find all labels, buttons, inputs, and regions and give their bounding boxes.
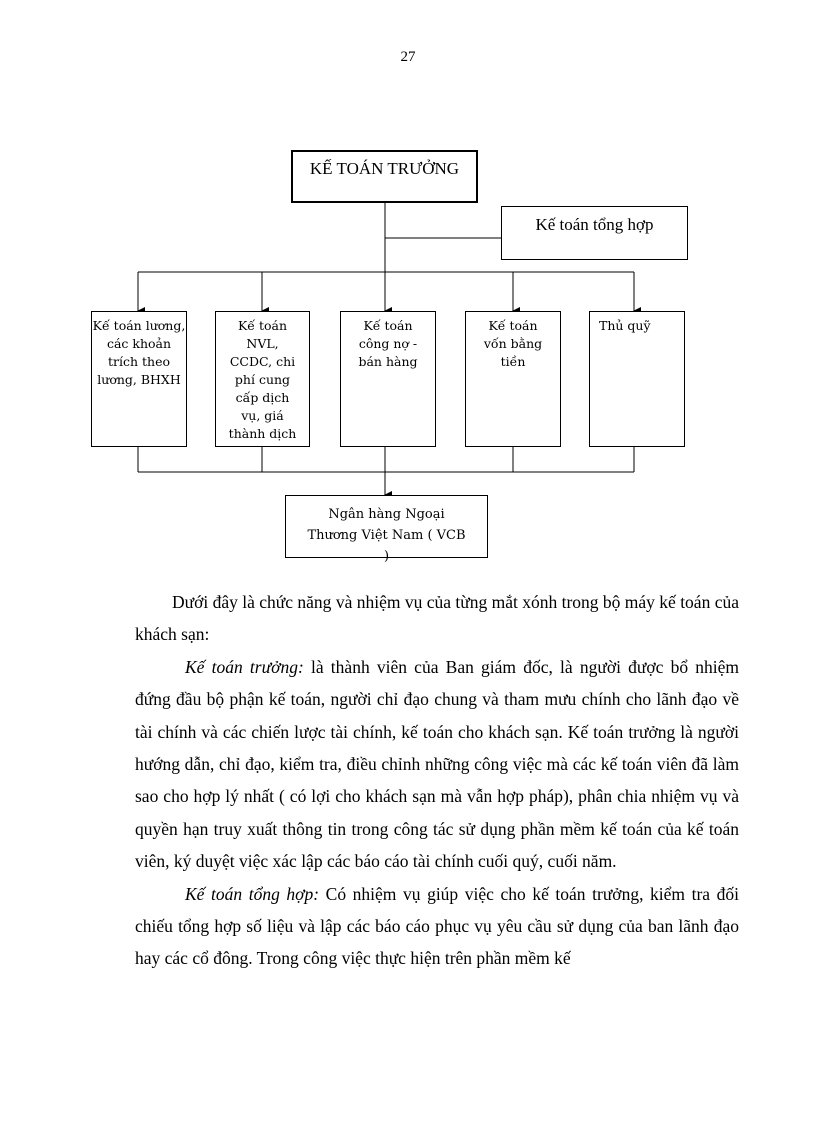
- body-text: [135, 586, 739, 975]
- intro-paragraph: Dưới đây là chức năng và nhiệm vụ của từng mắt xónh trong bộ máy kế toán của khách sạn:: [135, 592, 739, 645]
- chief-accountant-term: Kế toán trưởng:: [185, 656, 304, 677]
- receivables-sales-accountant-box: [340, 311, 436, 447]
- payroll-accountant-box: Kế toán lương, các khoản trích theo lương, BHXH: [91, 311, 187, 447]
- cash-accountant-box: [465, 311, 561, 447]
- general-accountant-term: Kế toán tổng hợp:: [185, 883, 320, 904]
- chief-accountant-description: là thành viên của Ban giám đốc, là người được bổ nhiệm đứng đầu bộ phận kế toán, người chỉ đạo chung và tham mưu chính cho lãnh đạo về tài chính và các chiến lược tài chính, kế toán cho khách sạn. Kế toán trưởng là người hướng dẫn, chỉ đạo, kiểm tra, điều chỉnh những công việc mà các kế toán viên đã làm sao cho hợp lý nhất ( có lợi cho khách sạn mà vẫn hợp pháp), phân chia nhiệm vụ và quyền hạn truy xuất thông tin trong công tác sử dụng phần mềm kế toán của kế toán viên, ký duyệt việc xác lập các báo cáo tài chính cuối quý, cuối năm.: [135, 656, 739, 872]
- general-accountant-box: Kế toán tổng hợp: [501, 206, 688, 260]
- materials-cost-accountant-label: Kế toán NVL, CCDC, chi phí cung cấp dịch vụ, giá thành dịch: [228, 318, 297, 441]
- receivables-sales-accountant-label: Kế toán công nợ - bán hàng: [358, 318, 418, 369]
- cash-accountant-label: Kế toán vốn bằng tiền: [483, 318, 543, 369]
- treasurer-box: Thủ quỹ: [589, 311, 685, 447]
- materials-cost-accountant-box: [215, 311, 310, 447]
- general-accountant-description: Có nhiệm vụ giúp việc cho kế toán trưởng, kiểm tra đối chiếu tổng hợp số liệu và lập các báo cáo phục vụ yêu cầu sử dụng của ban lãnh đạo hay các cổ đông. Trong công việc thực hiện trên phần mềm kế: [135, 883, 739, 969]
- chief-accountant-box: KẾ TOÁN TRƯỞNG: [291, 150, 478, 203]
- chief-accountant-paragraph: [135, 651, 739, 878]
- general-accountant-paragraph: [135, 878, 739, 975]
- page-number: 27: [400, 49, 416, 65]
- bank-box: [285, 495, 488, 564]
- bank-label: Ngân hàng Ngoại Thương Việt Nam ( VCB ): [307, 507, 466, 564]
